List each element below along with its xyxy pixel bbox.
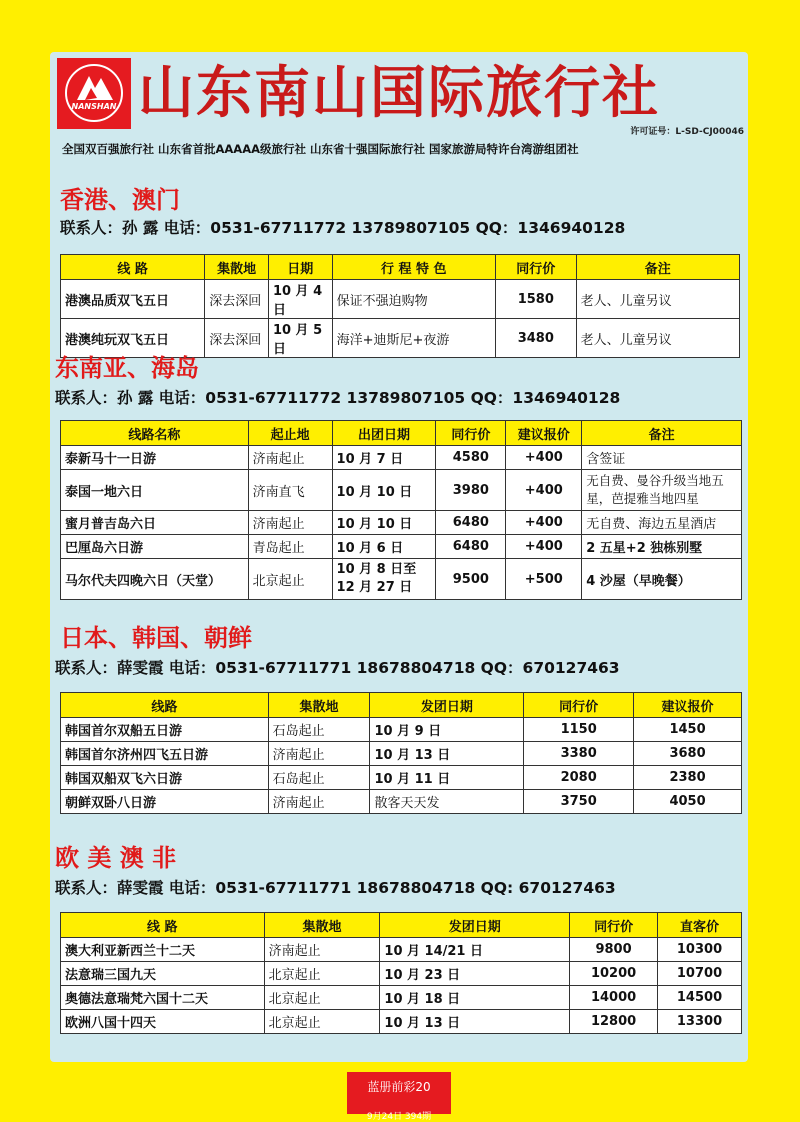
route-cell: 蜜月普吉岛六日	[61, 511, 249, 535]
col-header: 日期	[268, 255, 332, 280]
col-header: 行 程 特 色	[332, 255, 495, 280]
col-header: 直客价	[658, 913, 742, 938]
departure-cell: 深去深回	[205, 280, 269, 319]
route-cell: 港澳纯玩双飞五日	[61, 319, 205, 358]
contact-line: 联系人：孙 露 电话：0531-67711772 13789807105 QQ：1346940128	[55, 389, 621, 407]
date-cell: 10 月 8 日至 12 月 27 日	[332, 559, 436, 600]
table-header-row	[61, 913, 742, 938]
remark-cell: 2 五星+2 独栋别墅	[582, 535, 742, 559]
departure-cell: 济南起止	[248, 446, 332, 470]
japan-korea-table	[60, 692, 742, 814]
departure-cell: 济南起止	[268, 742, 370, 766]
departure-cell: 石岛起止	[268, 766, 370, 790]
footer-issue-label: 9月24日 394期	[366, 1112, 432, 1122]
table-row	[61, 280, 740, 319]
date-cell: 10 月 9 日	[370, 718, 524, 742]
route-cell: 法意瑞三国九天	[61, 962, 265, 986]
col-header: 线 路	[61, 255, 205, 280]
price-cell: 3480	[495, 319, 576, 358]
remark-cell: 无自费、曼谷升级当地五星，芭提雅当地四星	[582, 470, 742, 511]
route-cell: 巴厘岛六日游	[61, 535, 249, 559]
departure-cell: 北京起止	[264, 986, 380, 1010]
col-header: 线 路	[61, 913, 265, 938]
suggested-price-cell: 2380	[634, 766, 742, 790]
col-header: 出团日期	[332, 421, 436, 446]
col-header: 发团日期	[370, 693, 524, 718]
section-title-europe-americas: 欧 美 澳 非	[55, 843, 177, 872]
remark-cell: 老人、儿童另议	[576, 280, 739, 319]
date-cell: 10 月 14/21 日	[380, 938, 570, 962]
date-cell: 10 月 11 日	[370, 766, 524, 790]
departure-cell: 深去深回	[205, 319, 269, 358]
suggested-price-cell: +400	[506, 511, 582, 535]
col-header: 建议报价	[506, 421, 582, 446]
page-footer-tab	[347, 1072, 451, 1122]
contact-line: 联系人：孙 露 电话：0531-67711772 13789807105 QQ：1346940128	[60, 219, 626, 237]
table-row	[61, 938, 742, 962]
col-header: 备注	[576, 255, 739, 280]
suggested-price-cell: +400	[506, 535, 582, 559]
contact-line: 联系人：薛雯霞 电话：0531-67711771 18678804718 QQ: 670127463	[55, 879, 616, 897]
table-row	[61, 962, 742, 986]
date-cell: 10 月 18 日	[380, 986, 570, 1010]
table-header-row	[61, 255, 740, 280]
section-title-japan-korea: 日本、韩国、朝鲜	[60, 623, 252, 652]
col-header: 集散地	[264, 913, 380, 938]
date-cell: 10 月 4 日	[268, 280, 332, 319]
route-cell: 泰新马十一日游	[61, 446, 249, 470]
price-cell: 9500	[436, 559, 506, 600]
suggested-price-cell: 4050	[634, 790, 742, 814]
contact-line: 联系人：薛雯霞 电话：0531-67711771 18678804718 QQ：670127463	[55, 659, 620, 677]
suggested-price-cell: 1450	[634, 718, 742, 742]
suggested-price-cell: +400	[506, 470, 582, 511]
col-header: 备注	[582, 421, 742, 446]
suggested-price-cell: +400	[506, 446, 582, 470]
remark-cell: 老人、儿童另议	[576, 319, 739, 358]
price-cell: 1150	[524, 718, 634, 742]
date-cell: 10 月 13 日	[380, 1010, 570, 1034]
departure-cell: 北京起止	[248, 559, 332, 600]
col-header: 同行价	[570, 913, 658, 938]
date-cell: 10 月 10 日	[332, 511, 436, 535]
date-cell: 10 月 23 日	[380, 962, 570, 986]
price-cell: 4580	[436, 446, 506, 470]
col-header: 建议报价	[634, 693, 742, 718]
table-row	[61, 986, 742, 1010]
col-header: 同行价	[436, 421, 506, 446]
col-header: 线路	[61, 693, 269, 718]
price-cell: 3380	[524, 742, 634, 766]
col-header: 起止地	[248, 421, 332, 446]
col-header: 线路名称	[61, 421, 249, 446]
license-number: 许可证号：L-SD-CJ00046	[630, 127, 744, 137]
table-header-row	[61, 693, 742, 718]
section-title-southeast-asia: 东南亚、海岛	[55, 353, 199, 382]
table-row	[61, 535, 742, 559]
route-cell: 奥德法意瑞梵六国十二天	[61, 986, 265, 1010]
slogan: 全国双百强旅行社 山东省首批AAAAA级旅行社 山东省十强国际旅行社 国家旅游局特许台湾游组团社	[62, 142, 579, 156]
col-header: 同行价	[495, 255, 576, 280]
retail-price-cell: 10300	[658, 938, 742, 962]
departure-cell: 济南起止	[268, 790, 370, 814]
route-cell: 欧洲八国十四天	[61, 1010, 265, 1034]
route-cell: 韩国首尔济州四飞五日游	[61, 742, 269, 766]
route-cell: 澳大利亚新西兰十二天	[61, 938, 265, 962]
page-title: 山东南山国际旅行社	[138, 60, 660, 126]
price-cell: 9800	[570, 938, 658, 962]
table-row	[61, 742, 742, 766]
price-cell: 10200	[570, 962, 658, 986]
price-cell: 1580	[495, 280, 576, 319]
departure-cell: 济南直飞	[248, 470, 332, 511]
date-cell: 散客天天发	[370, 790, 524, 814]
table-row	[61, 470, 742, 511]
feature-cell: 海洋+迪斯尼+夜游	[332, 319, 495, 358]
departure-cell: 济南起止	[264, 938, 380, 962]
section-title-hk-macau: 香港、澳门	[60, 185, 180, 214]
table-row	[61, 766, 742, 790]
price-cell: 2080	[524, 766, 634, 790]
departure-cell: 北京起止	[264, 962, 380, 986]
table-row	[61, 718, 742, 742]
price-cell: 14000	[570, 986, 658, 1010]
retail-price-cell: 14500	[658, 986, 742, 1010]
table-header-row	[61, 421, 742, 446]
southeast-asia-table	[60, 420, 742, 600]
suggested-price-cell: 3680	[634, 742, 742, 766]
hk-macau-table	[60, 254, 740, 358]
route-cell: 马尔代夫四晚六日（天堂）	[61, 559, 249, 600]
col-header: 发团日期	[380, 913, 570, 938]
table-row	[61, 559, 742, 600]
table-row	[61, 1010, 742, 1034]
route-cell: 泰国一地六日	[61, 470, 249, 511]
route-cell: 韩国双船双飞六日游	[61, 766, 269, 790]
col-header: 同行价	[524, 693, 634, 718]
table-row	[61, 511, 742, 535]
departure-cell: 青岛起止	[248, 535, 332, 559]
price-cell: 6480	[436, 535, 506, 559]
departure-cell: 石岛起止	[268, 718, 370, 742]
route-cell: 韩国首尔双船五日游	[61, 718, 269, 742]
route-cell: 朝鲜双卧八日游	[61, 790, 269, 814]
nanshan-logo: NANSHAN	[57, 58, 131, 129]
retail-price-cell: 13300	[658, 1010, 742, 1034]
date-cell: 10 月 7 日	[332, 446, 436, 470]
route-cell: 港澳品质双飞五日	[61, 280, 205, 319]
date-cell: 10 月 10 日	[332, 470, 436, 511]
footer-page-label: 蓝册前彩20	[367, 1080, 431, 1094]
table-row	[61, 446, 742, 470]
price-cell: 12800	[570, 1010, 658, 1034]
retail-price-cell: 10700	[658, 962, 742, 986]
departure-cell: 北京起止	[264, 1010, 380, 1034]
date-cell: 10 月 6 日	[332, 535, 436, 559]
col-header: 集散地	[205, 255, 269, 280]
col-header: 集散地	[268, 693, 370, 718]
feature-cell: 保证不强迫购物	[332, 280, 495, 319]
table-row	[61, 790, 742, 814]
europe-americas-table	[60, 912, 742, 1034]
price-cell: 3750	[524, 790, 634, 814]
price-cell: 3980	[436, 470, 506, 511]
remark-cell: 4 沙屋（早晚餐）	[582, 559, 742, 600]
remark-cell: 无自费、海边五星酒店	[582, 511, 742, 535]
departure-cell: 济南起止	[248, 511, 332, 535]
date-cell: 10 月 13 日	[370, 742, 524, 766]
remark-cell: 含签证	[582, 446, 742, 470]
date-cell: 10 月 5 日	[268, 319, 332, 358]
suggested-price-cell: +500	[506, 559, 582, 600]
price-cell: 6480	[436, 511, 506, 535]
